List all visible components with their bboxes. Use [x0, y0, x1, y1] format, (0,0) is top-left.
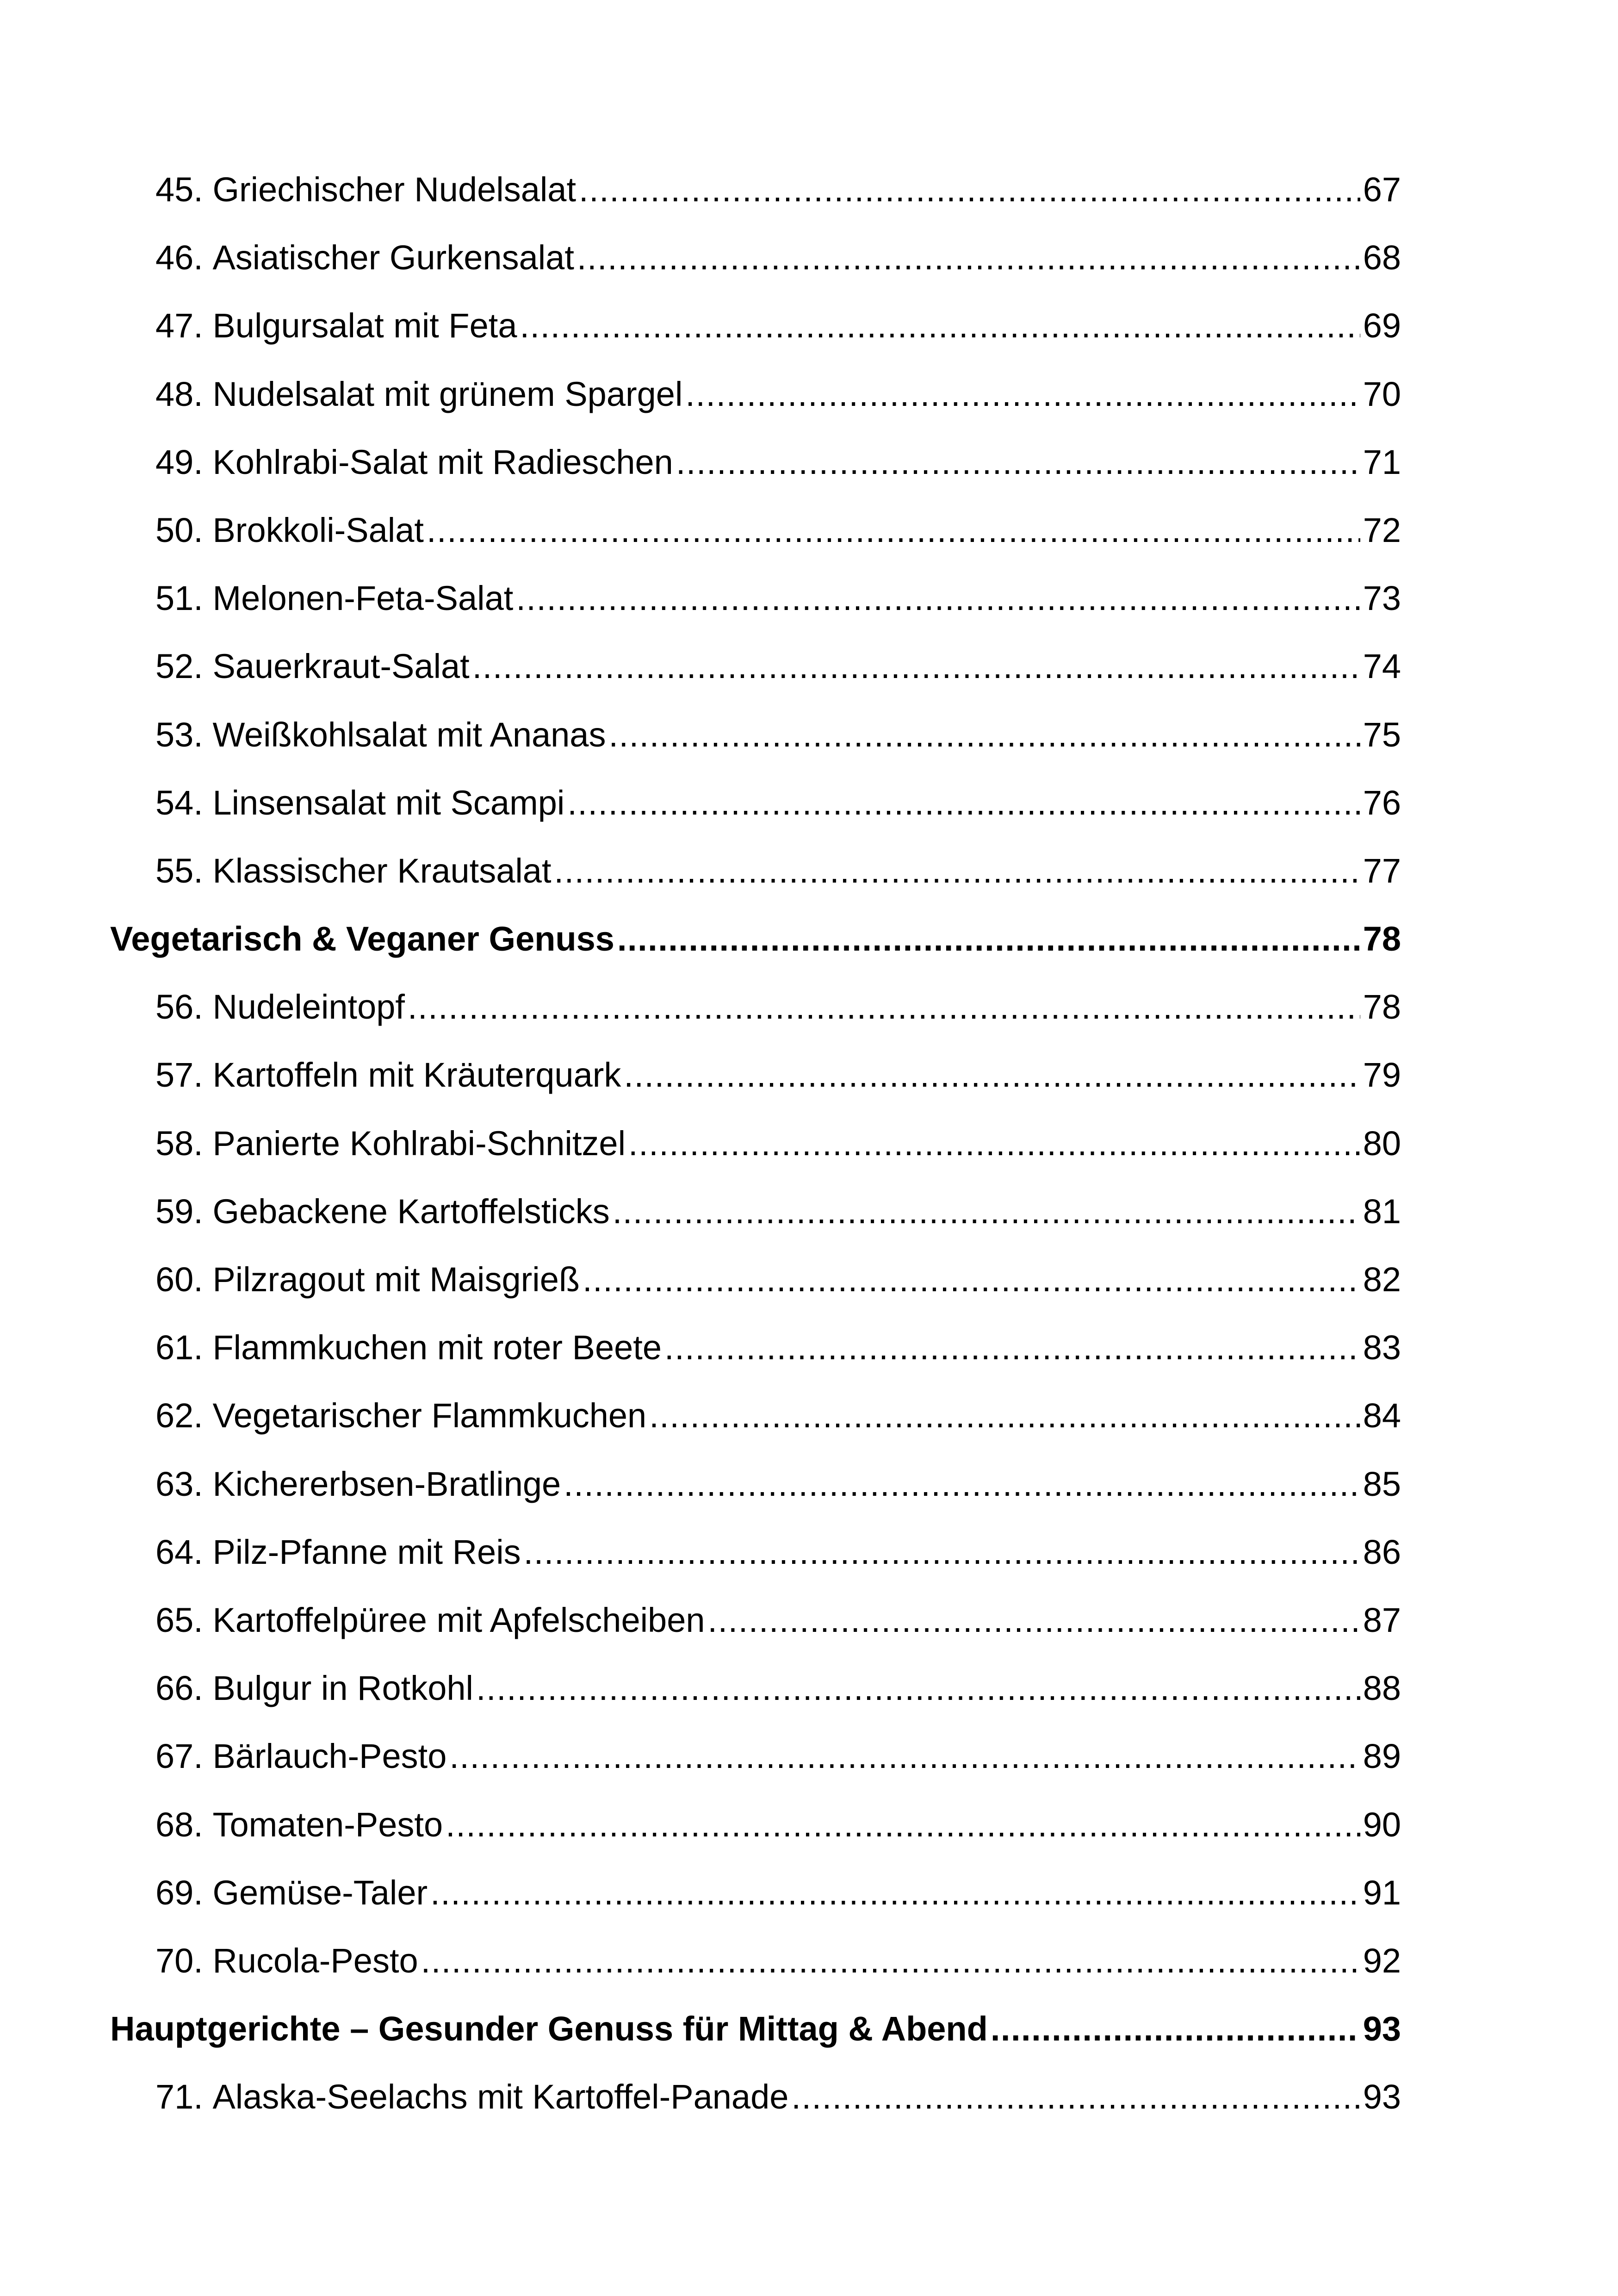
toc-recipe-entry [110, 1187, 1401, 1255]
entry-page-number: 72 [1363, 510, 1401, 549]
toc-recipe-entry [110, 1800, 1401, 1868]
entry-page-number: 90 [1363, 1805, 1401, 1844]
toc-chapter-heading [110, 914, 1401, 982]
entry-title: Bärlauch-Pesto [212, 1737, 447, 1776]
entry-title: Flammkuchen mit roter Beete [212, 1328, 662, 1367]
entry-page-number: 86 [1363, 1532, 1401, 1571]
dot-leader [649, 1391, 1360, 1441]
entry-number: 59. [155, 1192, 203, 1231]
entry-page-number: 89 [1363, 1737, 1401, 1776]
entry-number: 69. [155, 1873, 203, 1912]
entry-title: Kartoffeln mit Kräuterquark [212, 1056, 621, 1095]
dot-leader [708, 1595, 1360, 1645]
entry-title: Nudelsalat mit grünem Spargel [212, 374, 683, 413]
entry-title: Brokkoli-Salat [212, 510, 424, 549]
entry-title: Kohlrabi-Salat mit Radieschen [212, 442, 673, 481]
entry-page-number: 83 [1363, 1328, 1401, 1367]
dot-leader [791, 2072, 1360, 2122]
dot-leader [567, 778, 1360, 828]
entry-page-number: 91 [1363, 1873, 1401, 1912]
entry-number: 61. [155, 1328, 203, 1367]
toc-recipe-entry [110, 573, 1401, 641]
dot-leader [516, 573, 1360, 623]
entry-title: Gebackene Kartoffelsticks [212, 1192, 610, 1231]
dot-leader [476, 1663, 1360, 1713]
entry-number: 66. [155, 1669, 203, 1708]
dot-leader [685, 369, 1360, 419]
entry-title: Vegetarischer Flammkuchen [212, 1396, 647, 1435]
entry-number: 55. [155, 851, 203, 890]
entry-page-number: 77 [1363, 851, 1401, 890]
entry-title: Bulgur in Rotkohl [212, 1669, 473, 1708]
entry-page-number: 78 [1363, 988, 1401, 1027]
entry-number: 53. [155, 715, 203, 754]
dot-leader [991, 2004, 1360, 2054]
dot-leader [554, 846, 1360, 896]
entry-page-number: 92 [1363, 1941, 1401, 1980]
entry-title: Linsensalat mit Scampi [212, 783, 565, 822]
toc-recipe-entry [110, 846, 1401, 914]
entry-page-number: 67 [1363, 170, 1401, 209]
toc-recipe-entry [110, 233, 1401, 301]
entry-number: 45. [155, 170, 203, 209]
entry-title: Klassischer Krautsalat [212, 851, 552, 890]
table-of-contents [110, 165, 1401, 2140]
entry-number: 49. [155, 442, 203, 481]
entry-title: Weißkohlsalat mit Ananas [212, 715, 606, 754]
dot-leader [628, 1119, 1360, 1169]
toc-recipe-entry [110, 165, 1401, 233]
entry-page-number: 69 [1363, 306, 1401, 345]
dot-leader [472, 641, 1360, 691]
entry-page-number: 71 [1363, 442, 1401, 481]
entry-page-number: 82 [1363, 1260, 1401, 1299]
dot-leader [583, 1255, 1360, 1305]
entry-title: Melonen-Feta-Salat [212, 579, 514, 618]
entry-page-number: 93 [1363, 2010, 1401, 2048]
entry-number: 48. [155, 374, 203, 413]
entry-number: 46. [155, 238, 203, 277]
toc-recipe-entry [110, 1595, 1401, 1663]
entry-number: 50. [155, 510, 203, 549]
dot-leader [520, 301, 1360, 351]
entry-title: Rucola-Pesto [212, 1941, 418, 1980]
dot-leader [577, 233, 1360, 283]
entry-title: Vegetarisch & Veganer Genuss [110, 920, 614, 958]
toc-recipe-entry [110, 1868, 1401, 1936]
entry-title: Kichererbsen-Bratlinge [212, 1464, 561, 1503]
entry-number: 57. [155, 1056, 203, 1095]
dot-leader [624, 1050, 1360, 1100]
entry-page-number: 85 [1363, 1464, 1401, 1503]
dot-leader [427, 505, 1360, 555]
entry-page-number: 78 [1363, 920, 1401, 958]
toc-recipe-entry [110, 1731, 1401, 1799]
entry-number: 52. [155, 647, 203, 686]
entry-page-number: 68 [1363, 238, 1401, 277]
entry-title: Nudeleintopf [212, 988, 405, 1027]
entry-page-number: 79 [1363, 1056, 1401, 1095]
entry-page-number: 80 [1363, 1124, 1401, 1163]
entry-page-number: 84 [1363, 1396, 1401, 1435]
toc-recipe-entry [110, 505, 1401, 573]
toc-recipe-entry [110, 710, 1401, 778]
entry-title: Griechischer Nudelsalat [212, 170, 577, 209]
toc-recipe-entry [110, 1391, 1401, 1459]
entry-title: Bulgursalat mit Feta [212, 306, 517, 345]
dot-leader [608, 710, 1360, 760]
entry-number: 63. [155, 1464, 203, 1503]
toc-chapter-heading [110, 2004, 1401, 2072]
dot-leader [446, 1800, 1360, 1850]
entry-title: Alaska-Seelachs mit Kartoffel-Panade [212, 2078, 789, 2116]
entry-page-number: 70 [1363, 374, 1401, 413]
entry-page-number: 74 [1363, 647, 1401, 686]
entry-number: 70. [155, 1941, 203, 1980]
toc-recipe-entry [110, 369, 1401, 437]
dot-leader [613, 1187, 1360, 1237]
toc-recipe-entry [110, 1527, 1401, 1595]
toc-recipe-entry [110, 778, 1401, 846]
toc-recipe-entry [110, 1459, 1401, 1527]
toc-recipe-entry [110, 437, 1401, 505]
toc-recipe-entry [110, 982, 1401, 1050]
entry-number: 54. [155, 783, 203, 822]
entry-number: 47. [155, 306, 203, 345]
entry-number: 62. [155, 1396, 203, 1435]
toc-recipe-entry [110, 641, 1401, 709]
dot-leader [430, 1868, 1360, 1918]
toc-recipe-entry [110, 301, 1401, 369]
entry-number: 65. [155, 1600, 203, 1639]
entry-number: 64. [155, 1532, 203, 1571]
entry-page-number: 76 [1363, 783, 1401, 822]
entry-title: Hauptgerichte – Gesunder Genuss für Mittag & Abend [110, 2010, 988, 2048]
entry-title: Panierte Kohlrabi-Schnitzel [212, 1124, 626, 1163]
entry-page-number: 87 [1363, 1600, 1401, 1639]
toc-recipe-entry [110, 1050, 1401, 1118]
entry-page-number: 88 [1363, 1669, 1401, 1708]
entry-title: Pilzragout mit Maisgrieß [212, 1260, 580, 1299]
dot-leader [421, 1936, 1360, 1986]
dot-leader [564, 1459, 1360, 1509]
entry-number: 68. [155, 1805, 203, 1844]
entry-number: 58. [155, 1124, 203, 1163]
entry-page-number: 81 [1363, 1192, 1401, 1231]
dot-leader [579, 165, 1360, 215]
entry-title: Gemüse-Taler [212, 1873, 428, 1912]
toc-recipe-entry [110, 1119, 1401, 1187]
toc-recipe-entry [110, 1255, 1401, 1323]
toc-recipe-entry [110, 1663, 1401, 1731]
dot-leader [408, 982, 1360, 1032]
entry-page-number: 73 [1363, 579, 1401, 618]
toc-recipe-entry [110, 1323, 1401, 1391]
entry-title: Kartoffelpüree mit Apfelscheiben [212, 1600, 705, 1639]
toc-recipe-entry [110, 2072, 1401, 2140]
entry-page-number: 93 [1363, 2078, 1401, 2116]
entry-page-number: 75 [1363, 715, 1401, 754]
dot-leader [676, 437, 1360, 487]
dot-leader [664, 1323, 1360, 1373]
entry-number: 67. [155, 1737, 203, 1776]
entry-number: 56. [155, 988, 203, 1027]
entry-number: 71. [155, 2078, 203, 2116]
entry-title: Sauerkraut-Salat [212, 647, 470, 686]
dot-leader [449, 1731, 1360, 1781]
dot-leader [617, 914, 1360, 964]
entry-title: Pilz-Pfanne mit Reis [212, 1532, 521, 1571]
dot-leader [524, 1527, 1360, 1577]
toc-recipe-entry [110, 1936, 1401, 2004]
entry-title: Tomaten-Pesto [212, 1805, 443, 1844]
entry-number: 51. [155, 579, 203, 618]
entry-title: Asiatischer Gurkensalat [212, 238, 574, 277]
entry-number: 60. [155, 1260, 203, 1299]
